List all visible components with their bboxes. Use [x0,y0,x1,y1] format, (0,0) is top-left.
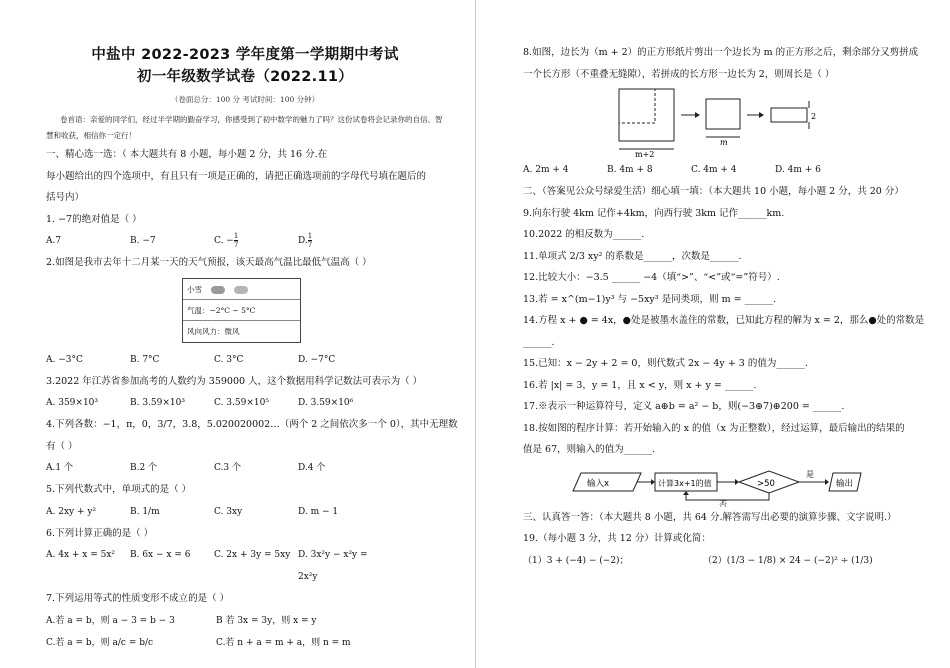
question-18-cont: 值是 67，则输入的值为______. [523,444,656,455]
preface-message: 卷首语：亲爱的同学们，经过半学期的勤奋学习，你感受到了初中数学的魅力了吗？这份试卷将会记录你的自信、智慧和收获，相信你一定行！ [46,115,443,140]
option: B. 3.59×10³ [130,398,185,408]
option: A. 2xy + y² [46,506,97,517]
option-text: C. − [214,236,234,246]
option: A.7 [46,236,62,246]
left-page [0,0,474,668]
option: B. 1/m [130,506,160,517]
flow-input-label: 输入x [587,478,610,489]
question-1-options [46,230,444,252]
remaining-piece [706,99,740,129]
option: D. −7°C [298,354,336,365]
fraction [308,232,312,249]
question-4: 4.下列各数：−1，π，0，3/7，3.8，5.020020002…（两个 2 之间依次多一个 0），其中无理数 [46,419,458,430]
option: D. 4m + 6 [775,165,821,175]
question-9: 9.向东行驶 4km 记作+4km，向西行驶 3km 记作______km. [523,207,785,219]
part-2: （2）(1/3 − 1/8) × 24 − (−2)² ÷ (1/3) [703,555,873,566]
flow-output-label: 输出 [836,478,854,489]
label-m: m [720,138,728,147]
question-3: 3.2022 年江苏省参加高考的人数约为 359000 人，这个数据用科学记数法可表示为（ ） [46,375,423,387]
question-17: 17.※表示一种运算符号，定义 a⊕b = a² − b，则(−3⊕7)⊕200 = ______. [523,401,845,412]
question-13: 13.若 = x^(m−1)y³ 与 −5xy³ 是同类项，则 m = ______. [523,293,777,305]
option: B. 4m + 8 [607,165,653,175]
arrow-icon [651,479,655,485]
program-flowchart [523,463,863,507]
option: B. 6x − x = 6 [130,550,191,560]
section1-heading: 一、精心选一选：（ 本大题共有 8 小题，每小题 2 分，共 16 分.在 [46,149,328,160]
option: C.3 个 [214,463,242,473]
option: C. 3°C [214,354,244,365]
question-5: 5.下列代数式中，单项式的是（ ） [46,484,192,495]
question-7-options-row2 [46,632,444,654]
question-4-options [46,457,444,479]
question-2: 2.如图是我市去年十二月某一天的天气预报，该天最高气温比最低气温高（ ） [46,257,372,268]
section3-heading: 三、认真答一答：（本大题共 8 小题，共 64 分.解答需写出必要的演算步骤、文字说明.） [523,511,897,523]
question-1: 1. −7的绝对值是（ ） [46,213,142,225]
weather-row-wind: 风向风力：微风 [187,326,240,336]
option: A.1 个 [46,463,73,473]
question-19-parts [523,550,922,572]
right-page [477,0,950,668]
option: B. 7°C [130,354,160,365]
option-text: D. [298,236,308,246]
section1-instruction: 每小题给出的四个选项中，有且只有一项是正确的，请把正确选项前的字母代号填在题后的 [46,170,427,182]
question-4-cont: 有（ ） [46,440,78,452]
label-2: 2 [811,112,817,121]
big-square [619,89,674,141]
question-5-options [46,501,444,523]
question-19: 19.（每小题 3 分，共 12 分）计算或化简： [523,533,711,544]
question-11: 11.单项式 2/3 xy² 的系数是______，次数是______. [523,250,742,262]
option [298,230,382,252]
option: D. 3x²y − x²y = 2x²y [298,550,368,582]
question-14: 14.方程 x + ● = 4x，●处是被墨水盖住的常数，已知此方程的解为 x = 2，那么●处的常数是 [523,315,925,326]
question-18-flowchart [523,463,922,507]
option: C.若 n + a = m + a，则 n = m [216,637,351,648]
option: B.2 个 [130,463,158,473]
weather-row-temperature: 气温：−2°C ~ 5°C [183,300,300,321]
denominator: 7 [233,241,239,249]
exam-title: 中盐中 2022-2023 学年度第一学期期中考试 [91,47,399,63]
weather-row-condition [183,279,300,300]
option: B. −7 [130,236,156,246]
option: C. 3xy [214,506,243,517]
weather-forecast-table [182,278,301,343]
question-7-options-row1 [46,610,444,632]
question-2-options [46,349,444,371]
page-divider [475,0,476,668]
cut-square [619,89,655,123]
option: C.若 a = b，则 a/c = b/c [46,637,154,648]
exam-info: （卷面总分：100 分 考试时间：100 分钟） [170,95,320,104]
rectangle-left [771,108,807,122]
arrow-icon [759,112,764,118]
flow-condition-label: >50 [757,478,775,489]
question-6: 6.下列计算正确的是（ ） [46,527,154,539]
question-15: 15.已知：x − 2y + 2 = 0，则代数式 2x − 4y + 3 的值为______. [523,358,808,369]
option: A. −3°C [46,354,83,365]
label-m-plus-2: m+2 [635,150,655,159]
question-10: 10.2022 的相反数为______. [523,229,645,240]
question-18: 18.按如图的程序计算：若开始输入的 x 的值（x 为正整数），经过运算，最后输出的结果的 [523,422,905,434]
option [214,230,298,252]
numerator: 1 [233,232,239,240]
denominator: 7 [307,241,313,249]
option: D.4 个 [298,463,326,473]
question-8-cont: 一个长方形（不重叠无缝隙），若拼成的长方形一边长为 2，则周长是（ ） [523,68,835,80]
option: D. m − 1 [298,506,339,517]
arrow-icon [683,491,689,495]
question-8: 8.如图，边长为（m + 2）的正方形纸片剪出一个边长为 m 的正方形之后，剩余部分又剪拼成 [523,47,919,58]
option: C. 3.59×10⁵ [214,398,269,408]
option: A. 2m + 4 [523,165,569,175]
flow-yes-label: 是 [806,469,814,479]
part-1: （1）3 + (−4) − (−2)； [523,555,629,566]
option: A. 4x + x = 5x² [46,550,116,560]
option: B 若 3x = 3y，则 x = y [216,615,317,626]
numerator: 1 [307,232,313,240]
cloud-icon [234,286,248,294]
question-12: 12.比较大小：−3.5 ______ −4（填“>”、“<”或“=”符号）. [523,272,780,283]
option: A. 359×10³ [46,398,99,408]
snow-cloud-icon [211,286,225,294]
question-16: 16.若 |x| = 3，y = 1，且 x < y，则 x + y = ______. [523,379,757,391]
option: D. 3.59×10⁶ [298,398,354,408]
loop-back-line [686,491,769,500]
option: C. 4m + 4 [691,165,737,175]
exam-subtitle-title: 初一年级数学试卷（2022.11） [136,69,354,85]
question-6-options [46,544,444,588]
arrow-icon [825,479,829,485]
question-7: 7.下列运用等式的性质变形不成立的是（ ） [46,593,230,604]
option: A.若 a = b，则 a − 3 = b − 3 [46,615,175,626]
question-3-options [46,392,444,414]
square-cut-diagram [523,87,823,159]
arrow-icon [695,112,700,118]
flow-no-label: 否 [719,499,727,507]
section2-heading: 二、（答案见公众号绿爱生活）细心填一填：（本大题共 10 小题，每小题 2 分，共 20 分） [523,186,904,197]
weather-condition: 小雪 [187,284,202,294]
flow-compute-label: 计算3x+1的值 [658,478,712,488]
section1-instruction-end: 括号内） [46,192,85,203]
question-14-cont: ______. [523,336,555,348]
fraction [234,232,238,249]
question-8-figure [523,87,922,159]
option: C. 2x + 3y = 5xy [214,550,291,560]
question-8-options [523,159,922,181]
